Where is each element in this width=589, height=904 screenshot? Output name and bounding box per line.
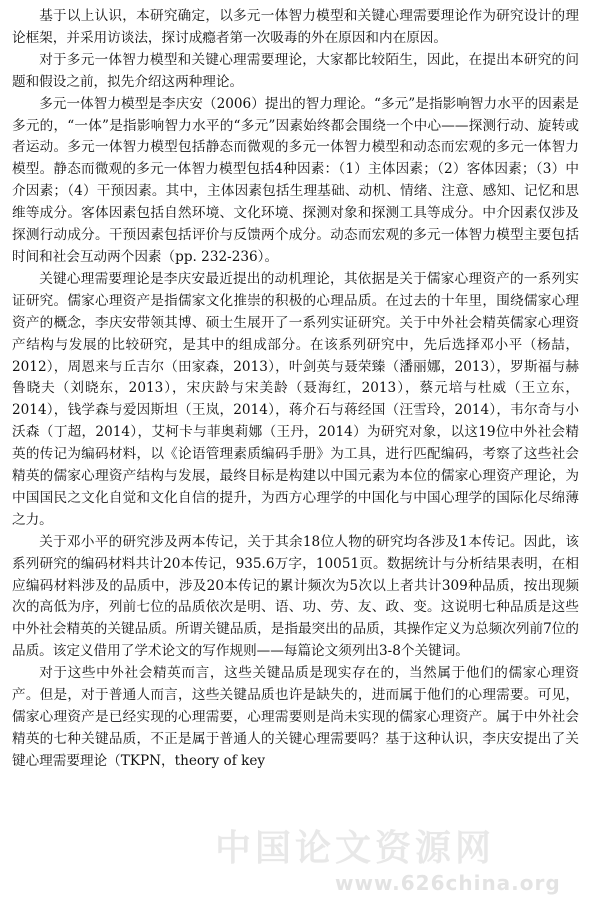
paragraph-theory-intro: 对于多元一体智力模型和关键心理需要理论，大家都比较陌生，因此，在提出本研究的问题和假设之前，拟先介绍这两种理论。 <box>12 51 579 90</box>
paragraph-research-framework: 基于以上认识，本研究确定，以多元一体智力模型和关键心理需要理论作为研究设计的理论框架，并采用访谈法，探讨成瘾者第一次吸毒的外在原因和内在原因。 <box>12 8 579 46</box>
paragraph-elites-and-ordinary-people: 对于这些中外社会精英而言，这些关键品质是现实存在的，当然属于他们的儒家心理资产。但是，对于普通人而言，这些关键品质也许是缺失的，进而属于他们的心理需要。可见，儒家心理资产是已经实现的心理需要，心理需要则是尚未实现的儒家心理资产。属于中外社会精英的七种关键品质，不正是属于普通人的关键心理需要吗？基于这种认识，李庆安提出了关键心理需要理论（TKPN，theory of key <box>12 665 579 769</box>
paragraph-intelligence-model: 多元一体智力模型是李庆安（2006）提出的智力理论。“多元”是指影响智力水平的因素是多元的，“一体”是指影响智力水平的“多元”因素始终都会围绕一个中心——探测行动、旋转或者运动。多元一体智力模型包括静态而微观的多元一体智力模型和动态而宏观的多元一体智力模型。静态而微观的多元一体智力模型包括4种因素：（1）主体因素；（2）客体因素；（3）中介因素；（4）干预因素。其中，主体因素包括生理基础、动机、情绪、注意、感知、记忆和思维等成分。客体因素包括自然环境、文化环境、探测对象和探测工具等成分。中介因素仅涉及探测行动成分。干预因素包括评价与反馈两个成分。动态而宏观的多元一体智力模型主要包括时间和社会互动两个因素（pp. 232-236）。 <box>12 95 579 265</box>
paragraph-coding-results: 关于邓小平的研究涉及两本传记，关于其余18位人物的研究均各涉及1本传记。因此，该系列研究的编码材料共计20本传记，935.6万字，10051页。数据统计与分析结果表明，在相应编码材料涉及的品质中，涉及20本传记的累计频次为5次以上者共计309种品质，按出现频次的高低为序，列前七位的品质依次是明、语、功、劳、友、政、变。这说明七种品质是这些中外社会精英的关键品质。所谓关键品质，是指最突出的品质，其操作定义为总频次列前7位的品质。该定义借用了学术论文的写作规则——每篇论文须列出3-8个关键词。 <box>12 533 579 660</box>
watermark-main-text: 中国论文资源网 <box>215 828 496 869</box>
watermark-url-text: www.626china.org <box>335 871 561 895</box>
paragraph-key-psychological-needs: 关键心理需要理论是李庆安最近提出的动机理论，其依据是关于儒家心理资产的一系列实证研究。儒家心理资产是指儒家文化推崇的积极的心理品质。在过去的十年里，围绕儒家心理资产的概念，李庆安带领其博、硕士生展开了一系列实证研究。关于中外社会精英儒家心理资产结构与发展的比较研究，是其中的组成部分。在该系列研究中，先后选择邓小平（杨喆，2012），周恩来与丘吉尔（田家森，2013），叶剑英与聂荣臻（潘丽娜，2013），罗斯福与赫鲁晓夫（刘晓东，2013），宋庆龄与宋美龄（聂海红，2013），蔡元培与杜威（王立东，2014），钱学森与爱因斯坦（王岚，2014），蒋介石与蒋经国（汪雪玲，2014），韦尔奇与小沃森（丁超，2014），艾柯卡与菲奥莉娜（王丹，2014）为研究对象，以这19位中外社会精英的传记为编码材料，以《论语管理素质编码手册》为工具，进行匹配编码，考察了这些社会精英的儒家心理资产结构与发展，最终目标是构建以中国元素为本位的儒家心理资产理论，为中国国民之文化自觉和文化自信的提升，为西方心理学的中国化与中国心理学的国际化尽绵薄之力。 <box>12 270 579 528</box>
